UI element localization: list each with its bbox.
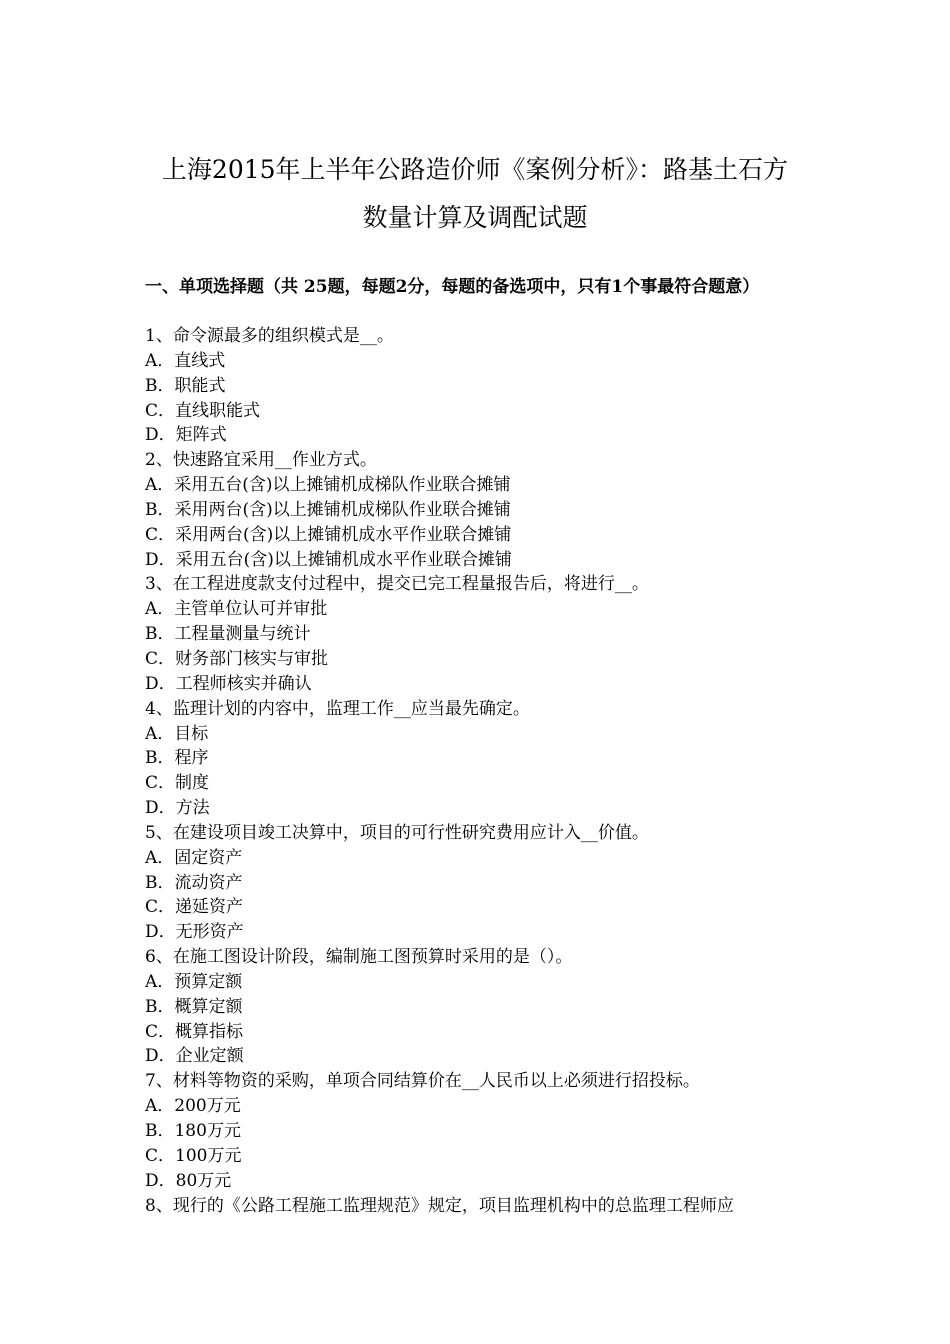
answer-option: B．职能式 xyxy=(145,375,226,396)
question-stem: 4、监理计划的内容中，监理工作__应当最先确定。 xyxy=(145,698,530,719)
answer-option: C．递延资产 xyxy=(145,897,244,918)
question-stem: 7、材料等物资的采购，单项合同结算价在__人民币以上必须进行招投标。 xyxy=(145,1071,700,1092)
section-heading: 一、单项选择题（共 25题，每题2分，每题的备选项中，只有1个事最符合题意） xyxy=(145,277,760,297)
answer-option: D．无形资产 xyxy=(145,922,244,943)
answer-option: C．采用两台(含)以上摊铺机成水平作业联合摊铺 xyxy=(145,524,512,545)
answer-option: C．直线职能式 xyxy=(145,400,261,421)
answer-option: D．方法 xyxy=(145,798,210,819)
answer-option: B．180万元 xyxy=(145,1121,241,1141)
answer-option: D．矩阵式 xyxy=(145,425,227,446)
answer-option: C．概算指标 xyxy=(145,1021,244,1042)
question-list xyxy=(145,324,813,1218)
answer-option: C．财务部门核实与审批 xyxy=(145,648,329,669)
answer-option: A．200万元 xyxy=(145,1096,241,1117)
answer-option: B．采用两台(含)以上摊铺机成梯队作业联合摊铺 xyxy=(145,499,511,520)
answer-option: A．主管单位认可并审批 xyxy=(145,599,328,620)
answer-option: D．工程师核实并确认 xyxy=(145,673,312,694)
question-stem: 6、在施工图设计阶段，编制施工图预算时采用的是（）。 xyxy=(145,947,573,968)
answer-option: A．直线式 xyxy=(145,350,226,371)
answer-option: D．80万元 xyxy=(145,1170,232,1191)
answer-option: C．制度 xyxy=(145,773,210,794)
question-stem: 8、现行的《公路工程施工监理规范》规定，项目监理机构中的总监理工程师应 xyxy=(145,1195,734,1216)
question-stem: 1、命令源最多的组织模式是__。 xyxy=(145,326,394,346)
document-title-line-1: 上海2015年上半年公路造价师《案例分析》：路基土石方 xyxy=(161,155,789,184)
answer-option: A．目标 xyxy=(145,723,209,744)
answer-option: A．预算定额 xyxy=(145,971,243,992)
answer-option: B．流动资产 xyxy=(145,872,243,893)
answer-option: D．企业定额 xyxy=(145,1046,244,1067)
document-title-line-2: 数量计算及调配试题 xyxy=(362,203,588,232)
answer-option: D．采用五台(含)以上摊铺机成水平作业联合摊铺 xyxy=(145,549,512,570)
answer-option: A．固定资产 xyxy=(145,847,243,868)
question-stem: 3、在工程进度款支付过程中，提交已完工程量报告后，将进行__。 xyxy=(145,574,649,595)
question-stem: 5、在建设项目竣工决算中，项目的可行性研究费用应计入__价值。 xyxy=(145,822,649,843)
answer-option: B．工程量测量与统计 xyxy=(145,624,311,645)
answer-option: B．概算定额 xyxy=(145,996,243,1017)
question-stem: 2、快速路宜采用__作业方式。 xyxy=(145,450,377,471)
answer-option: B．程序 xyxy=(145,748,209,769)
answer-option: A．采用五台(含)以上摊铺机成梯队作业联合摊铺 xyxy=(145,475,511,496)
answer-option: C．100万元 xyxy=(145,1145,242,1166)
